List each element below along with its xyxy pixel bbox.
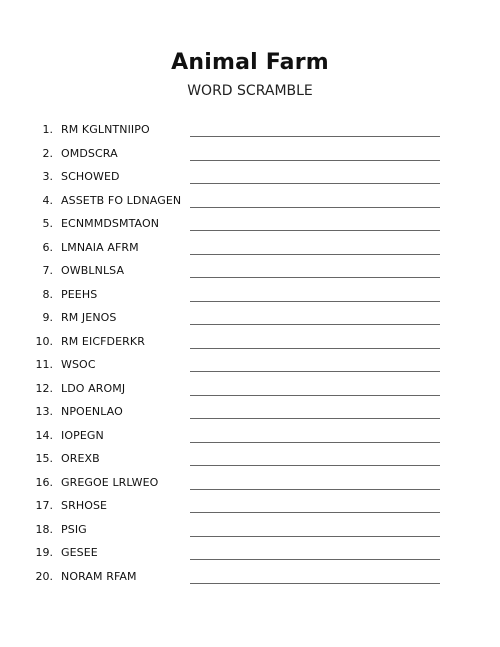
- item-number: 15.: [35, 452, 53, 465]
- answer-line: [190, 207, 440, 208]
- item-number: 16.: [35, 475, 53, 489]
- scrambled-word: GREGOE LRLWEO: [61, 475, 159, 489]
- scrambled-word: NORAM RFAM: [61, 569, 137, 583]
- answer-line: [190, 324, 440, 325]
- page-title: Animal Farm: [171, 50, 329, 75]
- answer-line: [190, 277, 440, 278]
- item-number: 17.: [35, 499, 53, 512]
- scrambled-word: OREXB: [61, 452, 100, 465]
- answer-line: [190, 348, 440, 349]
- item-number: 19.: [35, 546, 53, 559]
- scramble-row: [0, 165, 500, 189]
- answer-line: [190, 442, 440, 443]
- scramble-row: [0, 565, 500, 589]
- scrambled-word: RM KGLNTNIIPO: [61, 123, 150, 136]
- answer-line: [190, 395, 440, 396]
- scramble-row: [0, 447, 500, 471]
- item-number: 7.: [42, 264, 53, 277]
- scrambled-word: LMNAIA AFRM: [61, 240, 139, 254]
- item-number: 13.: [35, 405, 53, 418]
- item-number: 9.: [42, 311, 53, 324]
- scramble-row: [0, 471, 500, 495]
- item-number: 2.: [42, 146, 53, 160]
- scramble-list: [0, 118, 500, 588]
- item-number: 5.: [42, 217, 53, 230]
- item-number: 20.: [35, 569, 53, 583]
- answer-line: [190, 136, 440, 137]
- scrambled-word: PSIG: [61, 522, 87, 536]
- item-number: 10.: [35, 334, 53, 348]
- answer-line: [190, 536, 440, 537]
- answer-line: [190, 489, 440, 490]
- item-number: 8.: [42, 287, 53, 301]
- scrambled-word: NPOENLAO: [61, 405, 123, 418]
- answer-line: [190, 418, 440, 419]
- answer-line: [190, 230, 440, 231]
- scrambled-word: WSOC: [61, 358, 96, 371]
- scrambled-word: ECNMMDSMTAON: [61, 217, 160, 230]
- scrambled-word: OMDSCRA: [61, 146, 118, 160]
- scrambled-word: SRHOSE: [61, 499, 108, 512]
- scramble-row: [0, 189, 500, 213]
- scrambled-word: PEEHS: [61, 287, 98, 301]
- scrambled-word: OWBLNLSA: [61, 264, 125, 277]
- scramble-row: [0, 142, 500, 166]
- scramble-row: [0, 424, 500, 448]
- scramble-row: [0, 353, 500, 377]
- item-number: 1.: [42, 123, 53, 136]
- scrambled-word: ASSETB FO LDNAGEN: [61, 193, 182, 207]
- page-subtitle: WORD SCRAMBLE: [187, 83, 313, 99]
- answer-line: [190, 465, 440, 466]
- scramble-row: [0, 541, 500, 565]
- item-number: 3.: [42, 170, 53, 183]
- answer-line: [190, 559, 440, 560]
- answer-line: [190, 371, 440, 372]
- answer-line: [190, 160, 440, 161]
- answer-line: [190, 301, 440, 302]
- scramble-row: [0, 118, 500, 142]
- scrambled-word: LDO AROMJ: [61, 381, 126, 395]
- scramble-row: [0, 494, 500, 518]
- scrambled-word: SCHOWED: [61, 170, 120, 183]
- scrambled-word: GESEE: [61, 546, 98, 559]
- item-number: 14.: [35, 428, 53, 442]
- scramble-row: [0, 330, 500, 354]
- answer-line: [190, 583, 440, 584]
- item-number: 11.: [35, 358, 53, 371]
- scramble-row: [0, 212, 500, 236]
- scramble-row: [0, 518, 500, 542]
- answer-line: [190, 254, 440, 255]
- item-number: 12.: [35, 381, 53, 395]
- scrambled-word: RM EICFDERKR: [61, 334, 145, 348]
- scramble-row: [0, 400, 500, 424]
- scramble-row: [0, 306, 500, 330]
- item-number: 4.: [42, 193, 53, 207]
- item-number: 6.: [42, 240, 53, 254]
- scramble-row: [0, 236, 500, 260]
- answer-line: [190, 183, 440, 184]
- scramble-row: [0, 377, 500, 401]
- scrambled-word: RM JENOS: [61, 311, 117, 324]
- answer-line: [190, 512, 440, 513]
- scrambled-word: IOPEGN: [61, 428, 104, 442]
- scramble-row: [0, 259, 500, 283]
- scramble-row: [0, 283, 500, 307]
- item-number: 18.: [35, 522, 53, 536]
